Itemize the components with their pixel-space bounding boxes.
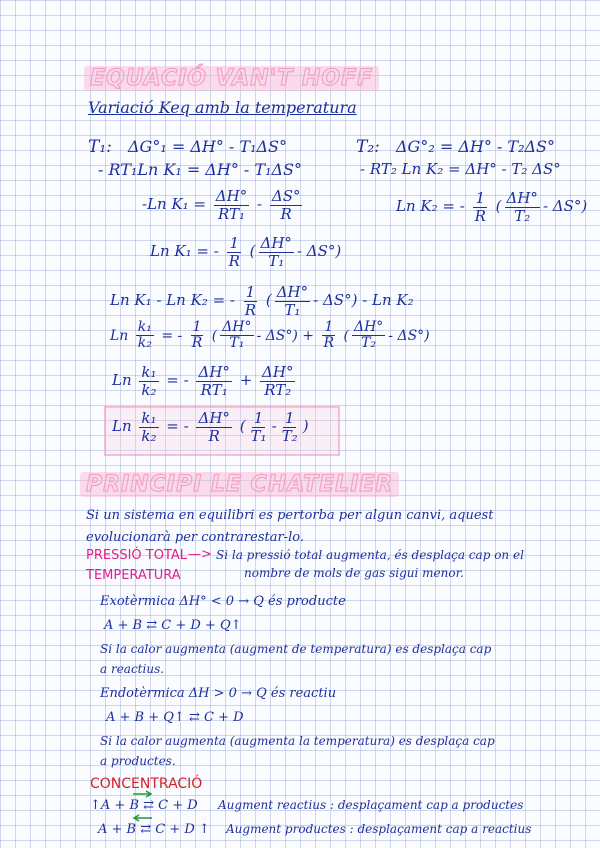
eq8-frac-1 <box>196 410 231 444</box>
t2-frac-1 <box>473 190 488 224</box>
eq6-ln: Ln <box>110 327 129 344</box>
num: 1 <box>229 234 239 252</box>
num: ΔH° <box>276 283 309 301</box>
eq8 <box>112 410 309 444</box>
t1-label: T₁: <box>88 137 112 157</box>
den: R <box>474 206 486 225</box>
num: 1 <box>245 283 256 301</box>
eq8-minus: - <box>271 417 277 435</box>
eq4-frac-2 <box>259 235 294 269</box>
green-arrow-left-icon <box>132 814 154 822</box>
den: R <box>280 204 292 223</box>
den: T₂ <box>361 335 377 352</box>
num: ΔS° <box>271 187 301 205</box>
den: T₁ <box>229 335 245 352</box>
den: k₂ <box>141 426 157 445</box>
eq6-paren1: ( <box>211 327 218 344</box>
num: ΔH° <box>262 363 294 381</box>
den: T₂ <box>281 426 298 445</box>
eq7 <box>112 364 298 398</box>
para-line1: Si un sistema en equilibri es pertorba per algun canvi, aquest <box>86 508 494 523</box>
num: 1 <box>324 319 334 335</box>
t1-frac-2 <box>270 188 303 222</box>
num: 1 <box>192 319 202 335</box>
eq6-mid: - ΔS°) + <box>256 327 315 344</box>
t2-paren: ( <box>495 197 502 215</box>
t2-label: T₂: <box>356 137 380 157</box>
eq6-frac-1 <box>190 320 205 352</box>
conc1-equation: ↑A + B ⇄ C + D <box>90 798 198 813</box>
den: RT₂ <box>264 380 292 399</box>
conc2-equation: A + B ⇄ C + D ↑ <box>98 822 210 837</box>
t2-rest: - ΔS°) <box>542 197 588 215</box>
endo-text1: Si la calor augmenta (augmenta la temperatura) es desplaça cap <box>100 734 495 748</box>
endo-equation: A + B + Q↑ ⇄ C + D <box>106 710 244 725</box>
eq8-frac-2 <box>249 410 269 444</box>
eq6-frac-2 <box>220 320 253 352</box>
den: R <box>191 335 203 352</box>
t1-line2: - RT₁Ln K₁ = ΔH° - T₁ΔS° <box>98 160 302 179</box>
num: 1 <box>284 409 295 427</box>
den: R <box>228 251 240 270</box>
eq8-ln: Ln <box>112 417 132 435</box>
den: RT₁ <box>217 204 246 223</box>
t2-line2: - RT₂ Ln K₂ = ΔH° - T₂ ΔS° <box>360 160 561 178</box>
t1-frac-1 <box>214 188 249 222</box>
den: T₁ <box>250 426 267 445</box>
t2-line1: ΔG°₂ = ΔH° - T₂ΔS° <box>396 137 556 156</box>
den: T₁ <box>268 251 285 270</box>
den: T₂ <box>514 206 531 225</box>
num: ΔH° <box>198 363 230 381</box>
t2-frac-2 <box>505 190 540 224</box>
t2-line3-lhs: Ln K₂ = - <box>396 197 465 215</box>
para-line2: evolucionarà per contrarestar-lo. <box>86 530 304 545</box>
t1-line1: ΔG°₁ = ΔH° - T₁ΔS° <box>128 137 288 156</box>
den: R <box>323 335 335 352</box>
eq7-frac-1 <box>196 364 231 398</box>
pressio-arrow: —> <box>188 547 212 562</box>
eq6-end: - ΔS°) <box>388 327 430 344</box>
concentracio-label: CONCENTRACIÓ <box>90 776 203 792</box>
num: 1 <box>253 409 264 427</box>
title-le-chatelier: PRINCIPI LE CHATELIER <box>80 472 399 497</box>
eq6 <box>110 320 430 352</box>
eq7-ln: Ln <box>112 371 132 389</box>
eq8-eq: = - <box>166 417 189 435</box>
pressio-text: Si la pressió total augmenta, és desplaça cap on el <box>216 548 524 562</box>
eq7-k-ratio <box>139 364 158 398</box>
eq7-eq: = - <box>166 371 189 389</box>
pressio-text2: nombre de mols de gas sigui menor. <box>244 566 464 580</box>
eq5-frac-1 <box>243 284 258 318</box>
eq6-eq: = - <box>161 327 183 344</box>
conc1-text: Augment reactius : desplaçament cap a productes <box>218 798 524 812</box>
eq4-paren: ( <box>249 242 256 260</box>
eq5 <box>110 284 414 318</box>
t2-line3 <box>396 190 587 224</box>
eq8-paren: ( <box>239 417 246 435</box>
num: ΔH° <box>215 187 248 205</box>
den: k₂ <box>141 380 157 399</box>
den: R <box>244 300 257 319</box>
t1-minus: - <box>257 195 263 213</box>
den: R <box>208 426 220 445</box>
eq5-lhs: Ln K₁ - Ln K₂ = - <box>110 291 235 309</box>
exo-text1: Si la calor augmenta (augment de temperatura) es desplaça cap <box>100 642 492 656</box>
eq5-rest: - ΔS°) - Ln K₂ <box>313 291 414 309</box>
num: k₁ <box>141 409 157 427</box>
subtitle: Variació Keq amb la temperatura <box>88 98 357 117</box>
eq8-k-ratio <box>139 410 158 444</box>
eq8-end: ) <box>302 417 309 435</box>
eq4-frac-1 <box>227 235 242 269</box>
num: 1 <box>475 189 485 207</box>
den: RT₁ <box>200 380 228 399</box>
num: ΔH° <box>260 234 292 252</box>
num: k₁ <box>137 319 152 335</box>
exo-text2: a reactius. <box>100 662 165 676</box>
num: ΔH° <box>506 189 538 207</box>
eq5-frac-2 <box>275 284 310 318</box>
eq5-paren: ( <box>265 291 272 309</box>
exo-equation: A + B ⇄ C + D + Q↑ <box>104 618 242 633</box>
temperatura-label: TEMPERATURA <box>86 568 181 583</box>
num: ΔH° <box>198 409 230 427</box>
eq7-plus: + <box>239 371 253 389</box>
num: k₁ <box>141 363 157 381</box>
eq4 <box>150 235 341 269</box>
eq8-frac-3 <box>280 410 300 444</box>
eq4-lhs: Ln K₁ = - <box>150 242 219 260</box>
exo-line: Exotèrmica ΔH° < 0 → Q és producte <box>100 594 346 609</box>
title-vant-hoff: EQUACIÓ VAN'T HOFF <box>84 66 379 91</box>
endo-line: Endotèrmica ΔH > 0 → Q és reactiu <box>100 686 337 701</box>
conc2-text: Augment productes : desplaçament cap a reactius <box>226 822 532 836</box>
den: k₂ <box>137 335 152 352</box>
num: ΔH° <box>222 319 252 335</box>
t1-line3 <box>142 188 305 222</box>
eq7-frac-2 <box>260 364 295 398</box>
green-arrow-right-icon <box>132 790 154 798</box>
eq6-k-ratio <box>136 320 154 352</box>
t1-line3-lhs: -Ln K₁ = <box>142 195 207 213</box>
pressio-label: PRESSIÓ TOTAL <box>86 548 188 563</box>
endo-text2: a productes. <box>100 754 176 768</box>
eq6-frac-4 <box>352 320 385 352</box>
eq6-paren2: ( <box>343 327 349 344</box>
den: T₁ <box>284 300 301 319</box>
eq6-frac-3 <box>322 320 337 352</box>
num: ΔH° <box>353 319 384 335</box>
eq4-rest: - ΔS°) <box>296 242 342 260</box>
